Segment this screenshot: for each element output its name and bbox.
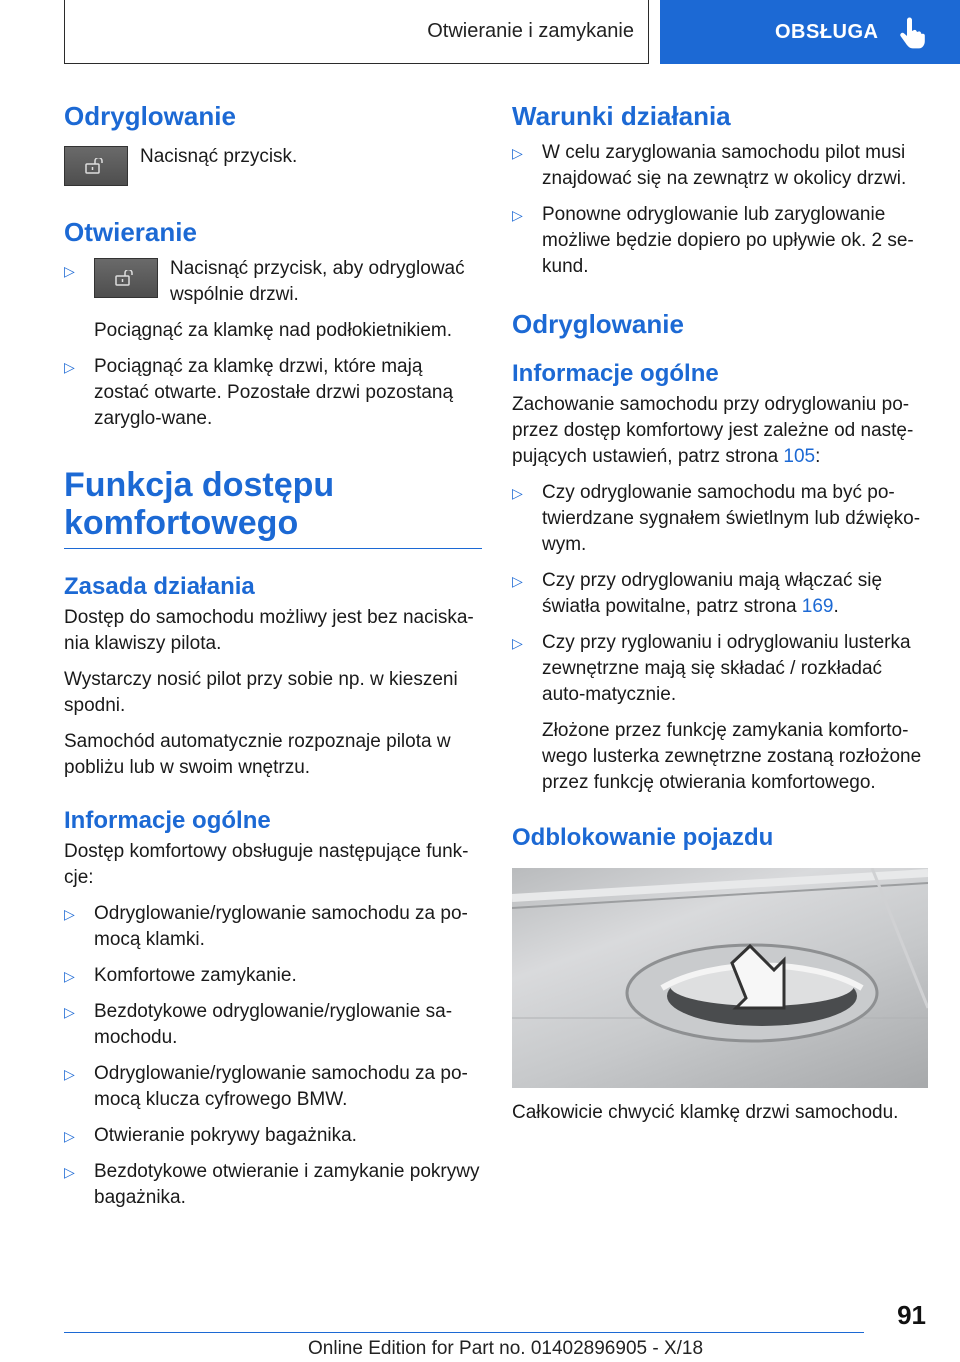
intro-text: Zachowanie samochodu przy odryglowaniu po-przez dostęp komfortowy jest zależne od nastę-pujących ustawień, patrz strona xyxy=(512,394,914,467)
header-chapter-tab[interactable] xyxy=(660,0,960,64)
unlock-button-row xyxy=(64,146,482,186)
principle-paragraph: Wystarczy nosić pilot przy sobie np. w kieszeni spodni. xyxy=(64,669,458,716)
open-list xyxy=(64,258,482,432)
list-item-text: Ponowne odryglowanie lub zaryglowanie możliwe będzie dopiero po upływie ok. 2 se-kund. xyxy=(542,204,914,277)
unlock-icon xyxy=(113,270,139,286)
door-handle-illustration xyxy=(512,868,928,1088)
general-info-intro xyxy=(512,392,930,470)
list-item xyxy=(64,963,482,989)
heading-divider xyxy=(64,548,482,549)
list-item xyxy=(512,140,930,192)
list-item-text: Komfortowe zamykanie. xyxy=(94,965,297,986)
general-info-intro: Dostęp komfortowy obsługuje następujące funk-cje: xyxy=(64,841,469,888)
list-item xyxy=(64,1061,482,1113)
list-item xyxy=(64,258,482,344)
open-item-text: Nacisnąć przycisk, aby odryglować wspólnie drzwi. xyxy=(170,258,465,305)
unlock-heading: Odryglowanie xyxy=(64,101,236,131)
bullet-triangle-icon: ▷ xyxy=(512,207,523,223)
bullet-triangle-icon: ▷ xyxy=(64,1164,75,1180)
principle-paragraph: Dostęp do samochodu możliwy jest bez naciska-nia klawiszy pilota. xyxy=(64,607,474,654)
list-item xyxy=(64,354,482,432)
header-chapter-label: OBSŁUGA xyxy=(775,20,879,43)
list-item-text: Otwieranie pokrywy bagażnika. xyxy=(94,1125,357,1146)
general-info-list xyxy=(64,901,482,1211)
list-item-note: Złożone przez funkcję zamykania komforto-wego lusterka zewnętrzne zostaną rozłożone przez funkcję otwierania komfortowego. xyxy=(542,720,922,793)
bullet-triangle-icon: ▷ xyxy=(512,573,523,589)
principle-heading: Zasada działania xyxy=(64,573,255,600)
comfort-heading-line2: komfortowego xyxy=(64,504,299,542)
unlock-section-heading: Odryglowanie xyxy=(512,309,684,339)
list-item-text: Odryglowanie/ryglowanie samochodu za po-mocą klucza cyfrowego BMW. xyxy=(94,1063,468,1110)
unlock-button-image xyxy=(64,146,128,186)
principle-paragraph: Samochód automatycznie rozpoznaje pilota w pobliżu lub w swoim wnętrzu. xyxy=(64,731,451,778)
bullet-triangle-icon: ▷ xyxy=(512,145,523,161)
page-link-169[interactable]: 169 xyxy=(801,596,834,617)
bullet-triangle-icon: ▷ xyxy=(512,635,523,651)
list-item-text: Bezdotykowe otwieranie i zamykanie pokrywy bagażnika. xyxy=(94,1161,480,1208)
bullet-triangle-icon: ▷ xyxy=(64,968,75,984)
list-item-text: Czy przy ryglowaniu i odryglowaniu lusterka zewnętrzne mają się składać / rozkładać auto-matycznie. xyxy=(542,632,911,705)
open-item-text: Pociągnąć za klamkę drzwi, które mają zostać otwarte. Pozostałe drzwi pozostaną zaryglo-wane. xyxy=(94,356,454,429)
header-section-title: Otwieranie i zamykanie xyxy=(427,20,634,42)
list-item xyxy=(64,999,482,1051)
list-item xyxy=(64,901,482,953)
general-info-heading: Informacje ogólne xyxy=(64,807,271,834)
conditions-heading: Warunki działania xyxy=(512,101,731,131)
open-heading: Otwieranie xyxy=(64,217,197,247)
item-text: Czy przy odryglowaniu mają włączać się światła powitalne, patrz strona xyxy=(542,570,883,617)
list-item xyxy=(512,630,930,796)
list-item xyxy=(64,1123,482,1149)
unlock-text: Nacisnąć przycisk. xyxy=(140,146,298,167)
unlock-button-image xyxy=(94,258,158,298)
hand-pointer-icon xyxy=(898,17,926,49)
settings-list xyxy=(512,480,930,796)
right-column xyxy=(512,98,930,1126)
photo-caption: Całkowicie chwycić klamkę drzwi samochodu. xyxy=(512,1102,899,1123)
item-suffix: . xyxy=(833,596,839,617)
page-number: 91 xyxy=(897,1300,926,1330)
bullet-triangle-icon: ▷ xyxy=(64,906,75,922)
bullet-triangle-icon: ▷ xyxy=(64,1128,75,1144)
conditions-list xyxy=(512,140,930,280)
intro-suffix: : xyxy=(815,446,821,467)
page-link-105[interactable]: 105 xyxy=(783,446,816,467)
list-item xyxy=(512,568,930,620)
door-handle-photo xyxy=(512,868,928,1088)
unlock-icon xyxy=(83,158,109,174)
list-item xyxy=(64,1159,482,1211)
list-item-text: W celu zaryglowania samochodu pilot musi znajdować się na zewnątrz w okolicy drzwi. xyxy=(542,142,907,189)
bullet-triangle-icon: ▷ xyxy=(64,1066,75,1082)
list-item xyxy=(512,480,930,558)
bullet-triangle-icon: ▷ xyxy=(512,485,523,501)
bullet-triangle-icon: ▷ xyxy=(64,359,75,375)
list-item-text: Odryglowanie/ryglowanie samochodu za po-mocą klamki. xyxy=(94,903,468,950)
list-item-text xyxy=(542,568,930,620)
open-item-text: Pociągnąć za klamkę nad podłokietnikiem. xyxy=(94,320,453,341)
list-item-text: Bezdotykowe odryglowanie/ryglowanie sa-mochodu. xyxy=(94,1001,453,1048)
list-item-text: Czy odryglowanie samochodu ma być po-twierdzane sygnałem świetlnym lub dźwięko-wym. xyxy=(542,482,921,555)
general-info-heading: Informacje ogólne xyxy=(512,360,719,387)
footer-edition: Online Edition for Part no. 01402896905 - X/18 xyxy=(308,1338,704,1359)
comfort-access-heading xyxy=(64,466,482,542)
footer-divider xyxy=(64,1332,864,1333)
list-item xyxy=(512,202,930,280)
release-heading: Odblokowanie pojazdu xyxy=(512,824,774,851)
bullet-triangle-icon: ▷ xyxy=(64,263,75,279)
comfort-heading-line1: Funkcja dostępu xyxy=(64,466,335,504)
left-column xyxy=(64,98,482,1211)
header-section-box xyxy=(64,0,649,64)
bullet-triangle-icon: ▷ xyxy=(64,1004,75,1020)
